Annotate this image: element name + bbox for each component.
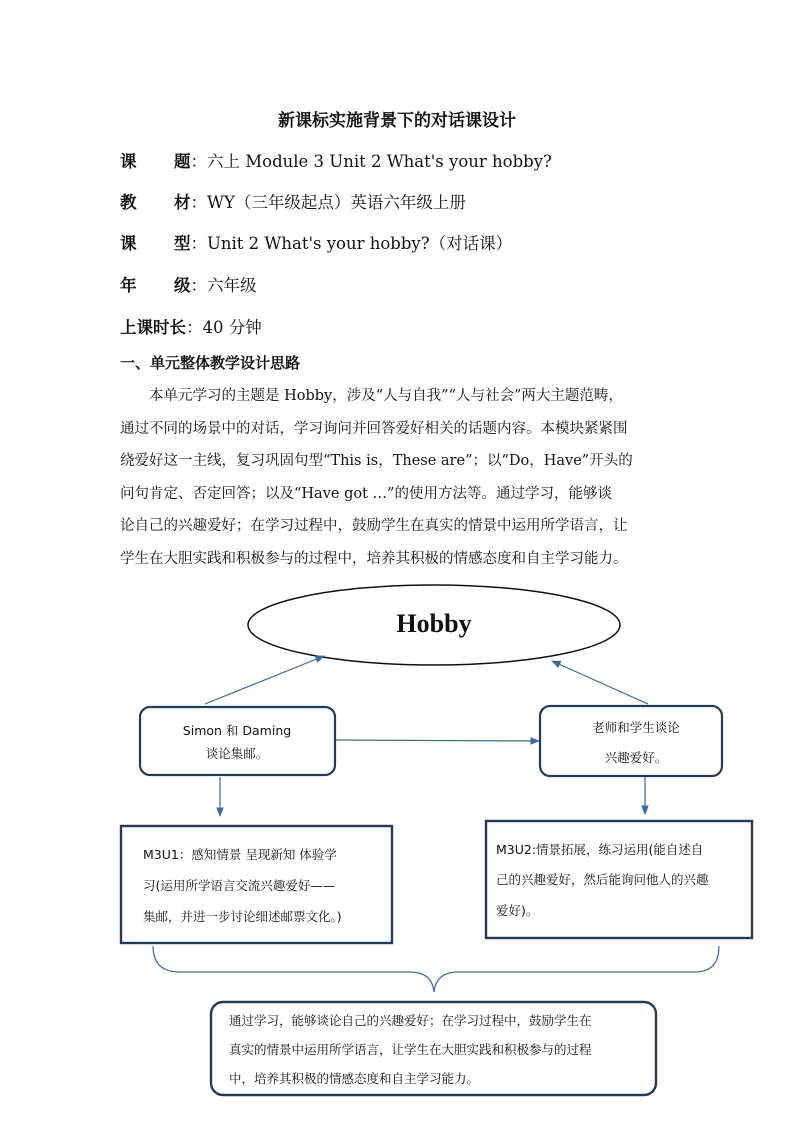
meta-label: 年 [120, 276, 137, 295]
section-heading: 一、单元整体教学设计思路 [120, 354, 301, 372]
paragraph-line: 问句肯定、否定回答；以及“Have got …”的使用方法等。通过学习，能够谈 [120, 485, 612, 502]
meta-value: ：六年级 [190, 276, 257, 295]
meta-label: 教 [120, 193, 137, 212]
box-text: 集邮，并进一步讨论细述邮票文化。) [143, 909, 342, 924]
box-text: 真实的情景中运用所学语言，让学生在大胆实践和积极参与的过程 [229, 1042, 592, 1057]
box-text: 爱好)。 [496, 903, 539, 918]
paragraph-line: 学生在大胆实践和积极参与的过程中，培养其积极的情感态度和自主学习能力。 [120, 550, 628, 567]
page-title: 新课标实施背景下的对话课设计 [278, 111, 516, 131]
box-simon-daming [140, 707, 335, 775]
meta-label: 课 [120, 152, 137, 171]
box-text: 习(运用所学语言交流兴趣爱好—— [143, 878, 336, 893]
meta-label: 型 [174, 234, 191, 253]
hobby-center-label: Hobby [396, 609, 472, 638]
box-text: 兴趣爱好。 [604, 750, 668, 765]
box-text: 己的兴趣爱好，然后能询问他人的兴趣 [496, 872, 709, 887]
meta-label: 级 [174, 276, 191, 295]
arrow-left-up [205, 656, 324, 704]
meta-value: ：六上 Module 3 Unit 2 What's your hobby? [190, 152, 552, 171]
meta-value: ：WY（三年级起点）英语六年级上册 [190, 193, 466, 212]
box-text: 中，培养其积极的情感态度和自主学习能力。 [229, 1071, 480, 1086]
box-text: 老师和学生谈论 [592, 720, 680, 735]
meta-label: 题 [174, 152, 191, 171]
brace-connector [153, 946, 719, 992]
meta-label: 材 [174, 193, 191, 212]
meta-value: ：40 分钟 [186, 318, 262, 337]
box-text: 谈论集邮。 [205, 746, 269, 761]
paragraph-line: 通过不同的场景中的对话，学习询问并回答爱好相关的话题内容。本模块紧紧围 [120, 420, 628, 437]
box-text: 通过学习，能够谈论自己的兴趣爱好；在学习过程中，鼓励学生在 [229, 1013, 592, 1028]
paragraph-line: 论自己的兴趣爱好；在学习过程中，鼓励学生在真实的情景中运用所学语言，让 [120, 518, 628, 534]
box-teacher-student [540, 706, 722, 776]
arrow-horizontal [335, 740, 539, 741]
meta-label: 课 [120, 234, 137, 253]
meta-value: ：Unit 2 What's your hobby?（对话课） [190, 234, 513, 253]
paragraph-line: 绕爱好这一主线，复习巩固句型“This is，These are”；以“Do，Have”开头的 [120, 453, 633, 469]
arrow-right-up [552, 661, 648, 704]
box-text: M3U2:情景拓展，练习运用(能自述自 [496, 842, 704, 857]
paragraph-line: 本单元学习的主题是 Hobby，涉及“人与自我”“人与社会”两大主题范畴， [149, 388, 623, 404]
box-text: Simon 和 Daming [182, 723, 292, 738]
box-text: M3U1：感知情景 呈现新知 体验学 [143, 847, 337, 862]
meta-label: 上课时长 [120, 318, 186, 337]
